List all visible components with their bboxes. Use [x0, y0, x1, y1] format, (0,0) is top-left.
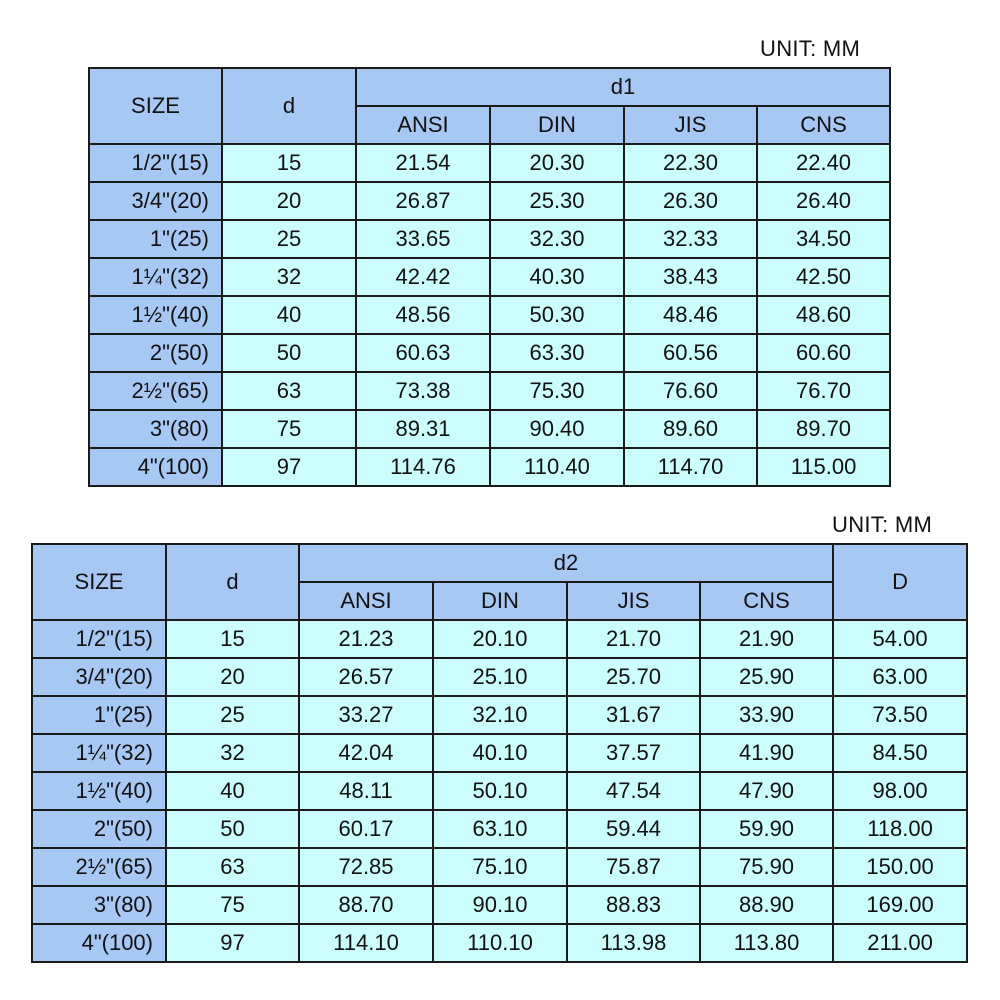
- outer-d-cell: 118.00: [833, 810, 967, 848]
- cns-cell: 21.90: [700, 620, 833, 658]
- dimension-table-d1: [88, 67, 891, 487]
- table-row: [89, 372, 890, 410]
- d-cell: 75: [222, 410, 356, 448]
- ansi-cell: 48.56: [356, 296, 490, 334]
- size-cell: 3/4"(20): [89, 182, 222, 220]
- din-cell: 32.10: [433, 696, 567, 734]
- outer-d-cell: 211.00: [833, 924, 967, 962]
- ansi-cell: 60.63: [356, 334, 490, 372]
- size-cell: 1¼"(32): [32, 734, 166, 772]
- table-row: [89, 448, 890, 486]
- header-outer-d: D: [833, 544, 967, 620]
- d-cell: 63: [166, 848, 299, 886]
- d-cell: 97: [222, 448, 356, 486]
- size-cell: 1½"(40): [89, 296, 222, 334]
- jis-cell: 75.87: [567, 848, 700, 886]
- ansi-cell: 114.10: [299, 924, 433, 962]
- size-cell: 2½"(65): [32, 848, 166, 886]
- ansi-cell: 60.17: [299, 810, 433, 848]
- jis-cell: 26.30: [624, 182, 757, 220]
- table-row: [89, 220, 890, 258]
- header-ansi: ANSI: [299, 582, 433, 620]
- table-row: [32, 810, 967, 848]
- d-cell: 32: [166, 734, 299, 772]
- outer-d-cell: 54.00: [833, 620, 967, 658]
- header-din: DIN: [433, 582, 567, 620]
- d-cell: 50: [166, 810, 299, 848]
- din-cell: 63.30: [490, 334, 624, 372]
- size-cell: 1"(25): [32, 696, 166, 734]
- jis-cell: 37.57: [567, 734, 700, 772]
- din-cell: 63.10: [433, 810, 567, 848]
- d-cell: 97: [166, 924, 299, 962]
- d-cell: 25: [222, 220, 356, 258]
- din-cell: 75.10: [433, 848, 567, 886]
- din-cell: 25.10: [433, 658, 567, 696]
- header-d1: d1: [356, 68, 890, 106]
- ansi-cell: 73.38: [356, 372, 490, 410]
- table-row: [89, 182, 890, 220]
- cns-cell: 75.90: [700, 848, 833, 886]
- size-cell: 2"(50): [89, 334, 222, 372]
- table-row: [89, 410, 890, 448]
- unit-label-table1: UNIT: MM: [760, 36, 861, 61]
- ansi-cell: 33.65: [356, 220, 490, 258]
- size-cell: 1/2"(15): [32, 620, 166, 658]
- din-cell: 50.30: [490, 296, 624, 334]
- cns-cell: 48.60: [757, 296, 890, 334]
- d-cell: 50: [222, 334, 356, 372]
- jis-cell: 32.33: [624, 220, 757, 258]
- jis-cell: 47.54: [567, 772, 700, 810]
- jis-cell: 38.43: [624, 258, 757, 296]
- table-row: [89, 258, 890, 296]
- jis-cell: 48.46: [624, 296, 757, 334]
- header-jis: JIS: [567, 582, 700, 620]
- table-row: [32, 620, 967, 658]
- header-size: SIZE: [32, 544, 166, 620]
- size-cell: 3"(80): [32, 886, 166, 924]
- d-cell: 40: [166, 772, 299, 810]
- table-row: [89, 296, 890, 334]
- d-cell: 20: [222, 182, 356, 220]
- cns-cell: 113.80: [700, 924, 833, 962]
- jis-cell: 22.30: [624, 144, 757, 182]
- d-cell: 20: [166, 658, 299, 696]
- ansi-cell: 48.11: [299, 772, 433, 810]
- jis-cell: 60.56: [624, 334, 757, 372]
- ansi-cell: 26.57: [299, 658, 433, 696]
- table-row: [32, 772, 967, 810]
- jis-cell: 31.67: [567, 696, 700, 734]
- unit-label-table2: UNIT: MM: [832, 512, 933, 537]
- outer-d-cell: 73.50: [833, 696, 967, 734]
- din-cell: 20.30: [490, 144, 624, 182]
- ansi-cell: 42.04: [299, 734, 433, 772]
- table-row: [89, 144, 890, 182]
- din-cell: 32.30: [490, 220, 624, 258]
- size-cell: 3/4"(20): [32, 658, 166, 696]
- cns-cell: 115.00: [757, 448, 890, 486]
- table-row: [32, 734, 967, 772]
- table-row: [32, 658, 967, 696]
- table-row: [32, 696, 967, 734]
- din-cell: 40.30: [490, 258, 624, 296]
- size-cell: 4"(100): [89, 448, 222, 486]
- size-cell: 2½"(65): [89, 372, 222, 410]
- jis-cell: 114.70: [624, 448, 757, 486]
- d-cell: 25: [166, 696, 299, 734]
- cns-cell: 22.40: [757, 144, 890, 182]
- d-cell: 15: [222, 144, 356, 182]
- table-row: [89, 334, 890, 372]
- header-din: DIN: [490, 106, 624, 144]
- header-cns: CNS: [757, 106, 890, 144]
- jis-cell: 59.44: [567, 810, 700, 848]
- d-cell: 75: [166, 886, 299, 924]
- cns-cell: 26.40: [757, 182, 890, 220]
- din-cell: 90.40: [490, 410, 624, 448]
- outer-d-cell: 169.00: [833, 886, 967, 924]
- ansi-cell: 88.70: [299, 886, 433, 924]
- din-cell: 90.10: [433, 886, 567, 924]
- d-cell: 32: [222, 258, 356, 296]
- ansi-cell: 33.27: [299, 696, 433, 734]
- outer-d-cell: 63.00: [833, 658, 967, 696]
- outer-d-cell: 150.00: [833, 848, 967, 886]
- din-cell: 25.30: [490, 182, 624, 220]
- ansi-cell: 21.23: [299, 620, 433, 658]
- din-cell: 50.10: [433, 772, 567, 810]
- din-cell: 20.10: [433, 620, 567, 658]
- cns-cell: 25.90: [700, 658, 833, 696]
- jis-cell: 88.83: [567, 886, 700, 924]
- jis-cell: 25.70: [567, 658, 700, 696]
- d-cell: 40: [222, 296, 356, 334]
- jis-cell: 89.60: [624, 410, 757, 448]
- ansi-cell: 21.54: [356, 144, 490, 182]
- ansi-cell: 89.31: [356, 410, 490, 448]
- d-cell: 63: [222, 372, 356, 410]
- din-cell: 110.10: [433, 924, 567, 962]
- jis-cell: 113.98: [567, 924, 700, 962]
- dimension-table-d2: [31, 543, 968, 963]
- ansi-cell: 42.42: [356, 258, 490, 296]
- cns-cell: 76.70: [757, 372, 890, 410]
- din-cell: 75.30: [490, 372, 624, 410]
- size-cell: 2"(50): [32, 810, 166, 848]
- header-d: d: [222, 68, 356, 144]
- outer-d-cell: 98.00: [833, 772, 967, 810]
- table-row: [32, 886, 967, 924]
- header-ansi: ANSI: [356, 106, 490, 144]
- ansi-cell: 26.87: [356, 182, 490, 220]
- header-d: d: [166, 544, 299, 620]
- size-cell: 1¼"(32): [89, 258, 222, 296]
- table-row: [32, 848, 967, 886]
- cns-cell: 34.50: [757, 220, 890, 258]
- din-cell: 40.10: [433, 734, 567, 772]
- size-cell: 1½"(40): [32, 772, 166, 810]
- size-cell: 4"(100): [32, 924, 166, 962]
- d-cell: 15: [166, 620, 299, 658]
- table-row: [32, 924, 967, 962]
- cns-cell: 47.90: [700, 772, 833, 810]
- size-cell: 1"(25): [89, 220, 222, 258]
- outer-d-cell: 84.50: [833, 734, 967, 772]
- cns-cell: 41.90: [700, 734, 833, 772]
- cns-cell: 42.50: [757, 258, 890, 296]
- cns-cell: 59.90: [700, 810, 833, 848]
- header-size: SIZE: [89, 68, 222, 144]
- jis-cell: 76.60: [624, 372, 757, 410]
- header-jis: JIS: [624, 106, 757, 144]
- size-cell: 3"(80): [89, 410, 222, 448]
- cns-cell: 88.90: [700, 886, 833, 924]
- size-cell: 1/2"(15): [89, 144, 222, 182]
- header-d2: d2: [299, 544, 833, 582]
- ansi-cell: 114.76: [356, 448, 490, 486]
- cns-cell: 33.90: [700, 696, 833, 734]
- header-cns: CNS: [700, 582, 833, 620]
- cns-cell: 60.60: [757, 334, 890, 372]
- din-cell: 110.40: [490, 448, 624, 486]
- jis-cell: 21.70: [567, 620, 700, 658]
- cns-cell: 89.70: [757, 410, 890, 448]
- ansi-cell: 72.85: [299, 848, 433, 886]
